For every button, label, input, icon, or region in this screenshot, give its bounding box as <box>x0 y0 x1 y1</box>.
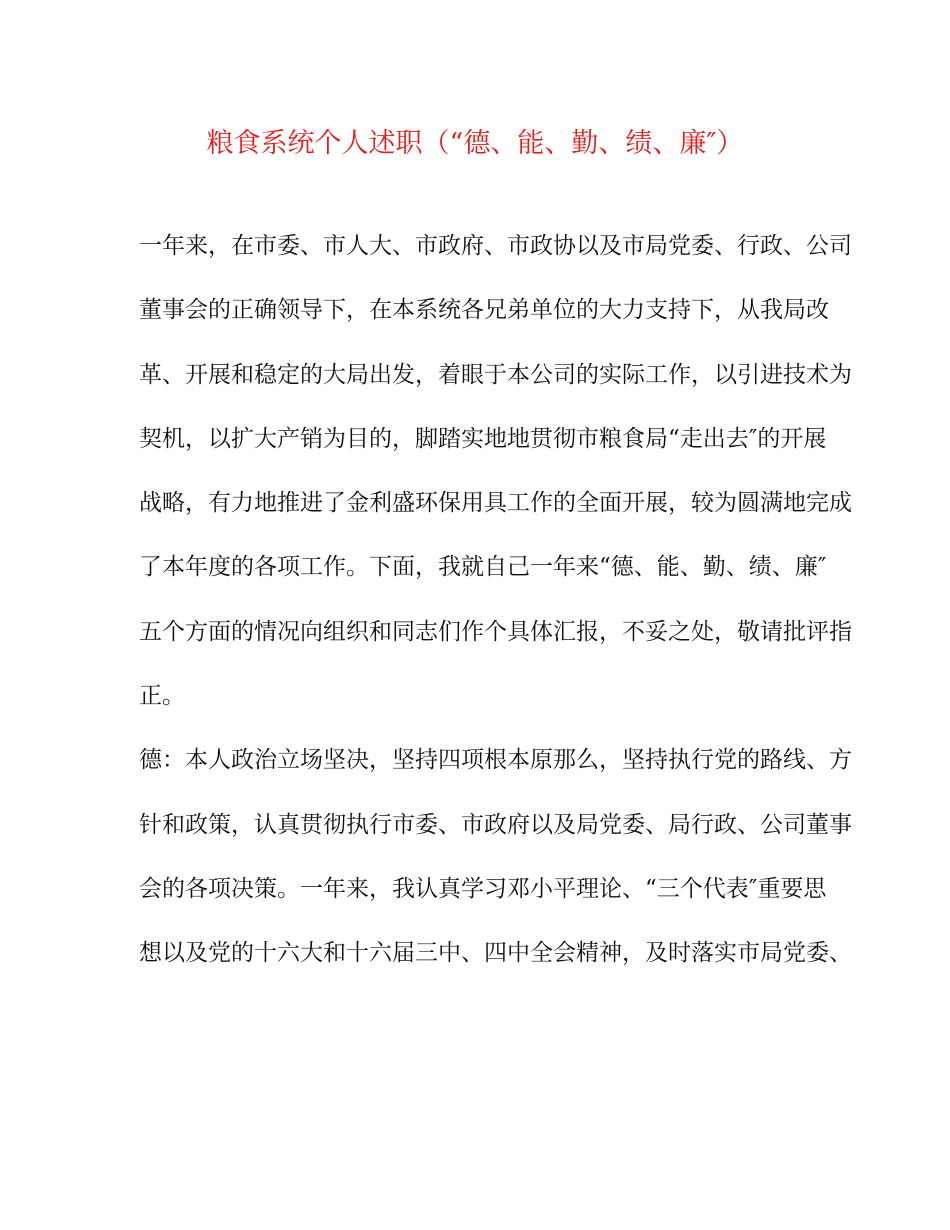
body-line: 契机，以扩大产销为目的，脚踏实地地贯彻市粮食局“走出去″的开展 <box>139 425 827 452</box>
document-title: 粮食系统个人述职（“德、能、勤、绩、廉″） <box>206 128 744 159</box>
body-line: 会的各项决策。一年来，我认真学习邓小平理论、“三个代表″重要思 <box>139 875 827 902</box>
body-line: 一年来，在市委、市人大、市政府、市政协以及市局党委、行政、公司 <box>139 233 852 259</box>
body-line: 董事会的正确领导下，在本系统各兄弟单位的大力支持下，从我局改 <box>139 297 829 324</box>
body-line: 革、开展和稳定的大局出发，着眼于本公司的实际工作，以引进技术为 <box>139 361 852 388</box>
body-line: 想以及党的十六大和十六届三中、四中全会精神，及时落实市局党委、 <box>139 940 852 967</box>
document-body <box>139 226 852 998</box>
body-line: 针和政策，认真贯彻执行市委、市政府以及局党委、局行政、公司董事 <box>139 811 852 838</box>
body-line: 五个方面的情况向组织和同志们作个具体汇报，不妥之处，敬请批评指 <box>139 618 852 645</box>
body-line: 德：本人政治立场坚决，坚持四项根本原那么，坚持执行党的路线、方 <box>139 747 852 774</box>
body-line: 正。 <box>139 683 185 710</box>
body-line: 战略，有力地推进了金利盛环保用具工作的全面开展，较为圆满地完成 <box>139 490 852 517</box>
body-line: 了本年度的各项工作。下面，我就自己一年来“德、能、勤、绩、廉″ <box>139 554 827 581</box>
